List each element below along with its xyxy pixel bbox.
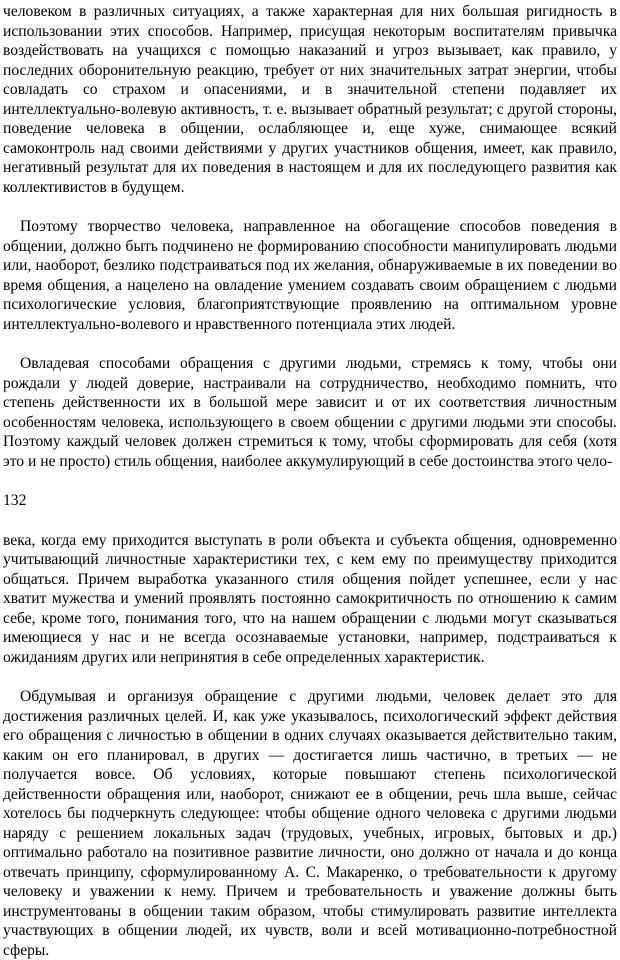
paragraph: Овладевая способами обращения с другими людьми, стремясь к тому, чтобы они рождали у людей доверие, настраивали на сотрудничество, необходимо помнить, что степень действенности их в большой мере зависит и от их соответствия личностным особенностям человека, использующего в своем общении с другими людьми эти способы. Поэтому каждый человек должен стремиться к тому, чтобы сформировать для себя (хотя это и не просто) стиль общения, наиболее аккумулирующий в себе достоинства этого чело- (3, 355, 617, 470)
paragraph-continuation-top: человеком в различных ситуациях, а также характерная для них большая ригидность в использовании этих способов. Например, присущая некоторым воспитателям привычка воздействовать на учащихся с помощью наказаний и угроз вызывает, как правило, у последних оборонительную реакцию, требует от них значительных затрат энергии, чтобы совладать со страхом и опасениями, и в значительной степени подавляет их интеллектуально-волевую активность, т. е. вызывает обратный результат; с другой стороны, поведение человека в общении, ослабляющее и, еще хуже, снимающее всякий самоконтроль над своими действиями у других участников общения, имеет, как правило, негативный результат для их поведения в настоящем и для их последующего развития как коллективистов в будущем. (3, 3, 617, 196)
paragraph: Обдумывая и организуя обращение с другими людьми, человек делает это для достижения различных целей. И, как уже указывалось, психологический эффект действия его обращения с личностью в общении в одних случаях оказывается действительно таким, каким он его планировал, в других — достигается лишь частично, в третьих — не получается вовсе. Об условиях, которые повышают степень психологической действенности обращения или, наоборот, снижают ее в общении, речь шла выше, сейчас хотелось бы подчеркнуть следующее: чтобы общение одного человека с другими людьми наряду с решением локальных задач (трудовых, учебных, игровых, бытовых и др.) оптимально работало на позитивное развитие личности, оно должно от начала и до конца отвечать принципу, сформулированному А. С. Макаренко, о требовательности к другому человеку и уважении к нему. Причем и требовательность и уважение должны быть инструментованы в общении таким образом, чтобы стимулировать развитие интеллекта участвующих в общении людей, их чувств, воли и всей мотивационно-потребностной сферы. (3, 688, 617, 959)
paragraph: Поэтому творчество человека, направленное на обогащение способов поведения в общении, должно быть подчинено не формированию способности манипулировать людьми или, наоборот, безлико подстраиваться под их желания, обнаруживаемые в их поведении во время общения, а нацелено на овладение умением создавать своим обращением с людьми психологические условия, благоприятствующие проявлению на оптимальном уровне интеллектуально-волевого и нравственного потенциала этих людей. (3, 218, 617, 333)
page-number: 132 (3, 492, 27, 509)
paragraph-continuation-bottom: века, когда ему приходится выступать в роли объекта и субъекта общения, одновременно учитывающий личностные характеристики тех, с кем ему по преимуществу приходится общаться. Причем выработка указанного стиля общения пойдет успешнее, если у нас хватит мужества и умений проявлять постоянно самокритичность по отношению к самим себе, кроме того, понимания того, что на нашем обращении с людьми могут сказываться имеющиеся у нас и не всегда осознаваемые установки, например, подстраиваться к ожиданиям других или непринятия в себе определенных характеристик. (3, 531, 617, 666)
